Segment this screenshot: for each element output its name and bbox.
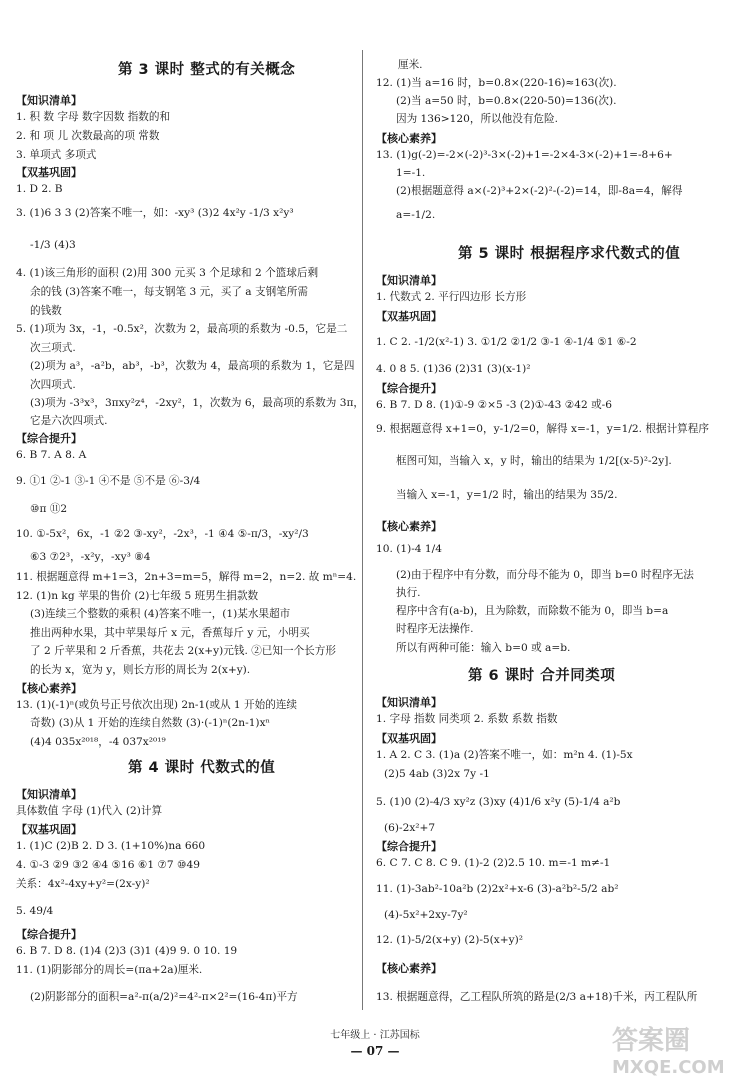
lesson3-core-heading: 【核心素养】 [16, 682, 82, 695]
right-r0: 厘米. [398, 59, 423, 71]
lesson4-comp-heading: 【综合提升】 [16, 928, 82, 941]
lesson3-s13b: 奇数) (3)从 1 开始的连续自然数 (3)·(-1)ⁿ(2n-1)xⁿ [30, 717, 271, 729]
lesson4-d1: 1. (1)C (2)B 2. D 3. (1+10%)na 660 [16, 840, 206, 852]
lesson6-knowledge-heading: 【知识清单】 [376, 696, 442, 709]
lesson6-comp-heading: 【综合提升】 [376, 840, 442, 853]
right-r13d: a=-1/2. [396, 209, 436, 221]
lesson3-d3a: 3. (1)6 3 3 (2)答案不唯一，如：-xy³ (3)2 4x²y -1/3 x²y³ [16, 207, 294, 219]
lesson6-title: 第 6 课时 合并同类项 [468, 668, 616, 684]
lesson5-s10a: 10. (1)-4 1/4 [376, 543, 442, 555]
lesson3-s13a: 13. (1)(-1)ⁿ(或负号正号依次出现) 2n-1(或从 1 开始的连续 [16, 699, 298, 711]
lesson4-c11a: 11. (1)阴影部分的周长=(πa+2a)厘米. [16, 964, 203, 976]
lesson5-title: 第 5 课时 根据程序求代数式的值 [458, 246, 681, 262]
lesson3-c6: 6. B 7. A 8. A [16, 449, 87, 461]
lesson6-d5b: (6)-2x²+7 [384, 822, 436, 834]
right-r12c: 因为 136>120，所以他没有危险. [396, 113, 558, 125]
lesson5-d1: 1. C 2. -1/2(x²-1) 3. ①1/2 ②1/2 ③-1 ④-1/4 ⑤1 ⑥-2 [376, 336, 637, 348]
lesson5-comp-heading: 【综合提升】 [376, 382, 442, 395]
lesson3-k1: 1. 积 数 字母 数字因数 指数的和 [16, 111, 171, 123]
lesson4-d4a: 4. ①-3 ②9 ③2 ④4 ⑤16 ⑥1 ⑦7 ⑩49 [16, 859, 201, 871]
lesson3-d5b: 次三项式. [30, 342, 76, 354]
lesson6-d5a: 5. (1)0 (2)-4/3 xy²z (3)xy (4)1/6 x²y (5)-1/4 a²b [376, 796, 621, 808]
lesson6-s13: 13. 根据题意得，乙工程队所筑的路是(2/3 a+18)千米，丙工程队所 [376, 991, 698, 1003]
lesson3-c9b: ⑩π ⑪2 [30, 503, 68, 515]
lesson3-c9a: 9. ①1 ②-1 ③-1 ④不是 ⑤不是 ⑥-3/4 [16, 475, 201, 487]
lesson3-d4a: 4. (1)该三角形的面积 (2)用 300 元买 3 个足球和 2 个篮球后剩 [16, 267, 319, 279]
lesson3-knowledge-heading: 【知识清单】 [16, 94, 82, 107]
lesson3-d3b: -1/3 (4)3 [30, 239, 76, 251]
lesson5-d4: 4. 0 8 5. (1)36 (2)31 (3)(x-1)² [376, 363, 531, 375]
lesson4-d5: 5. 49/4 [16, 905, 54, 917]
lesson5-c9a: 9. 根据题意得 x+1=0，y-1/2=0，解得 x=-1，y=1/2. 根据计算程序 [376, 423, 709, 435]
lesson6-c11b: (4)-5x²+2xy-7y² [384, 909, 468, 921]
right-r12b: (2)当 a=50 时，b=0.8×(220-50)=136(次). [396, 95, 617, 107]
lesson4-title: 第 4 课时 代数式的值 [128, 760, 276, 776]
lesson3-d5f: 它是六次四项式. [30, 415, 108, 427]
lesson5-s10c: 执行. [396, 587, 421, 599]
lesson6-d1: 1. A 2. C 3. (1)a (2)答案不唯一，如：m²n 4. (1)-5x [376, 749, 633, 761]
lesson5-knowledge-heading: 【知识清单】 [376, 274, 442, 287]
lesson3-d4b: 余的钱 (3)答案不唯一，每支钢笔 3 元，买了 a 支钢笔所需 [30, 286, 308, 298]
lesson5-s10d: 程序中含有(a-b)，且为除数，而除数不能为 0，即当 b=a [396, 605, 669, 617]
lesson5-k: 1. 代数式 2. 平行四边形 长方形 [376, 291, 527, 303]
footer-grade: 七年级上 · 江苏国标 [330, 1030, 420, 1041]
lesson3-c10a: 10. ①-5x²，6x，-1 ②2 ③-xy²，-2x³，-1 ④4 ⑤-π/3，-xy²/3 [16, 528, 309, 540]
lesson4-c11b: (2)阴影部分的面积=a²-π(a/2)²=4²-π×2²=(16-4π)平方 [30, 991, 298, 1003]
lesson3-d5d: 次四项式. [30, 379, 76, 391]
page-number: — 07 — [350, 1044, 400, 1058]
lesson3-c12d: 了 2 斤苹果和 2 斤香蕉，共花去 2(x+y)元钱. ②已知一个长方形 [30, 645, 336, 657]
lesson3-d5c: (2)项为 a³，-a²b，ab³，-b³，次数为 4，最高项的系数为 1，它是四 [30, 360, 355, 372]
watermark-logo [612, 1020, 742, 1080]
lesson6-c12: 12. (1)-5/2(x+y) (2)-5(x+y)² [376, 934, 523, 946]
lesson5-c9c: 当输入 x=-1，y=1/2 时，输出的结果为 35/2. [396, 489, 618, 501]
column-divider [362, 50, 363, 1010]
lesson4-d4b: 关系：4x²-4xy+y²=(2x-y)² [16, 878, 150, 890]
lesson3-d5a: 5. (1)项为 3x，-1，-0.5x²，次数为 2，最高项的系数为 -0.5，它是二 [16, 323, 348, 335]
lesson5-c6: 6. B 7. D 8. (1)①-9 ②×5 -3 (2)①-43 ②42 或-6 [376, 399, 612, 411]
lesson5-s10f: 所以有两种可能：输入 b=0 或 a=b. [396, 642, 571, 654]
right-r13b: 1=-1. [396, 167, 426, 179]
lesson6-c6: 6. C 7. C 8. C 9. (1)-2 (2)2.5 10. m=-1 m≠-1 [376, 857, 611, 869]
lesson6-double-heading: 【双基巩固】 [376, 732, 442, 745]
right-core-heading: 【核心素养】 [376, 132, 442, 145]
lesson6-core-heading: 【核心素养】 [376, 962, 442, 975]
lesson3-d1: 1. D 2. B [16, 183, 63, 195]
watermark-line1: 答案圈 [612, 1026, 691, 1056]
lesson4-knowledge-heading: 【知识清单】 [16, 788, 82, 801]
lesson3-s13c: (4)4 035x²⁰¹⁸，-4 037x²⁰¹⁹ [30, 736, 166, 748]
lesson3-k3: 3. 单项式 多项式 [16, 149, 97, 161]
lesson5-c9b: 框图可知，当输入 x，y 时，输出的结果为 1/2[(x-5)²-2y]. [396, 455, 672, 467]
lesson3-d4c: 的钱数 [30, 305, 62, 317]
lesson3-c12e: 的长为 x，宽为 y，则长方形的周长为 2(x+y). [30, 664, 251, 676]
lesson4-k: 具体数值 字母 (1)代入 (2)计算 [16, 805, 163, 817]
lesson6-c11a: 11. (1)-3ab²-10a²b (2)2x²+x-6 (3)-a²b²-5/2 ab² [376, 883, 619, 895]
watermark-line2: MXQE.COM [612, 1057, 725, 1078]
lesson3-comp-heading: 【综合提升】 [16, 432, 82, 445]
lesson5-s10e: 时程序无法操作. [396, 623, 474, 635]
right-r13a: 13. (1)g(-2)=-2×(-2)³-3×(-2)+1=-2×4-3×(-2)+1=-8+6+ [376, 149, 673, 161]
lesson5-core-heading: 【核心素养】 [376, 520, 442, 533]
lesson6-k: 1. 字母 指数 同类项 2. 系数 系数 指数 [376, 713, 558, 725]
lesson3-c12a: 12. (1)n kg 苹果的售价 (2)七年级 5 班男生捐款数 [16, 590, 259, 602]
lesson4-double-heading: 【双基巩固】 [16, 823, 82, 836]
lesson3-c12c: 推出两种水果，其中苹果每斤 x 元，香蕉每斤 y 元，小明买 [30, 627, 310, 639]
lesson6-d1b: (2)5 4ab (3)2x 7y -1 [384, 768, 490, 780]
right-r13c: (2)根据题意得 a×(-2)³+2×(-2)²-(-2)=14，即-8a=4，解得 [396, 185, 683, 197]
lesson3-d5e: (3)项为 -3³x³，3πxy²z⁴，-2xy²，1，次数为 6，最高项的系数为 3π， [30, 397, 365, 409]
lesson3-c12b: (3)连续三个整数的乘积 (4)答案不唯一，(1)某水果超市 [30, 608, 291, 620]
lesson3-k2: 2. 和 项 儿 次数最高的项 常数 [16, 130, 160, 142]
lesson3-double-heading: 【双基巩固】 [16, 166, 82, 179]
lesson3-c11: 11. 根据题意得 m+1=3，2n+3=m=5，解得 m=2，n=2. 故 mⁿ=4. [16, 571, 357, 583]
lesson5-s10b: (2)由于程序中有分数，而分母不能为 0，即当 b=0 时程序无法 [396, 569, 694, 581]
lesson3-c10b: ⑥3 ⑦2³，-x²y，-xy³ ⑧4 [30, 551, 151, 563]
lesson3-title: 第 3 课时 整式的有关概念 [118, 62, 296, 78]
right-r12a: 12. (1)当 a=16 时，b=0.8×(220-16)≈163(次). [376, 77, 617, 89]
lesson4-c6: 6. B 7. D 8. (1)4 (2)3 (3)1 (4)9 9. 0 10. 19 [16, 945, 238, 957]
lesson5-double-heading: 【双基巩固】 [376, 310, 442, 323]
